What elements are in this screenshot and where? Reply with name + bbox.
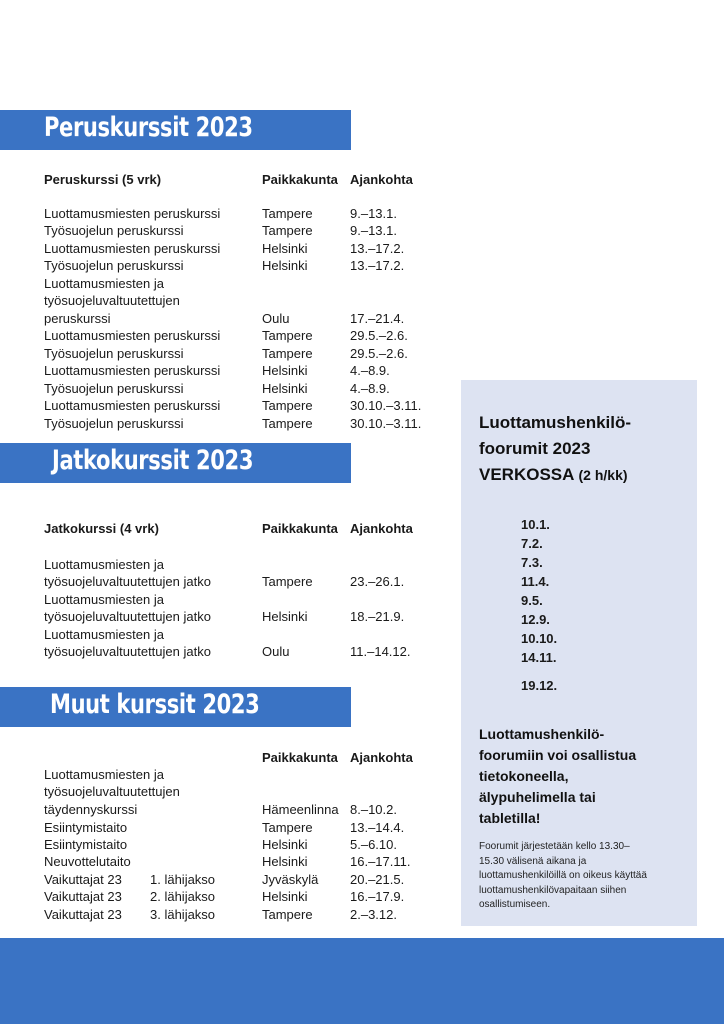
table-cell-place: Tampere — [262, 398, 313, 413]
table-cell-time: 5.–6.10. — [350, 837, 397, 852]
jatkokurssit-header-course: Jatkokurssi (4 vrk) — [44, 521, 159, 536]
table-cell-place: Hämeenlinna — [262, 802, 339, 817]
table-cell-course: Luottamusmiesten ja — [44, 276, 164, 291]
forum-note-line: luottamushenkilöillä on oikeus käyttää — [479, 870, 647, 881]
forum-info-line: tabletilla! — [479, 810, 541, 826]
table-cell-course: Luottamusmiesten ja — [44, 592, 164, 607]
table-cell-place: Tampere — [262, 346, 313, 361]
table-cell-course: Vaikuttajat 23 — [44, 907, 122, 922]
table-cell-time: 29.5.–2.6. — [350, 346, 408, 361]
peruskurssit-banner — [0, 110, 351, 150]
table-cell-course: Neuvottelutaito — [44, 854, 131, 869]
forum-title-line: VERKOSSA — [479, 465, 574, 484]
table-cell-time: 13.–17.2. — [350, 258, 405, 273]
table-cell-time: 4.–8.9. — [350, 363, 390, 378]
table-cell-course: Luottamusmiesten peruskurssi — [44, 398, 221, 413]
forum-info-line: foorumiin voi osallistua — [479, 747, 637, 763]
forum-date: 11.4. — [521, 574, 550, 589]
table-cell-course: työsuojeluvaltuutettujen — [44, 293, 180, 308]
table-cell-place: Helsinki — [262, 837, 308, 852]
table-cell-place: Tampere — [262, 223, 313, 238]
peruskurssit-header-place: Paikkakunta — [262, 172, 338, 187]
table-cell-time: 11.–14.12. — [350, 644, 411, 659]
table-cell-time: 30.10.–3.11. — [350, 416, 422, 431]
muut-header-place: Paikkakunta — [262, 750, 338, 765]
forum-date: 14.11. — [521, 650, 557, 665]
table-cell-course: Luottamusmiesten ja — [44, 767, 164, 782]
table-cell-place: Helsinki — [262, 889, 308, 904]
jatkokurssit-header-place: Paikkakunta — [262, 521, 338, 536]
table-cell-place: Oulu — [262, 311, 290, 326]
table-cell-course: työsuojeluvaltuutettujen jatko — [44, 574, 211, 589]
table-cell-place: Tampere — [262, 416, 313, 431]
table-cell-sub: 3. lähijakso — [150, 907, 216, 922]
forum-date: 7.3. — [521, 555, 543, 570]
table-cell-place: Helsinki — [262, 363, 308, 378]
table-cell-course: Luottamusmiesten peruskurssi — [44, 241, 221, 256]
table-cell-time: 20.–21.5. — [350, 872, 405, 887]
jatkokurssit-banner — [0, 443, 351, 483]
table-cell-place: Tampere — [262, 907, 313, 922]
table-cell-course: Luottamusmiesten peruskurssi — [44, 206, 221, 221]
table-cell-course: Vaikuttajat 23 — [44, 889, 122, 904]
table-cell-place: Helsinki — [262, 609, 308, 624]
table-cell-course: Luottamusmiesten ja — [44, 627, 164, 642]
table-cell-time: 23.–26.1. — [350, 574, 405, 589]
table-cell-time: 13.–14.4. — [350, 820, 405, 835]
forum-note — [479, 840, 647, 913]
forum-date: 7.2. — [521, 536, 543, 551]
forum-date: 10.1. — [521, 517, 550, 532]
table-cell-course: Työsuojelun peruskurssi — [44, 223, 184, 238]
forum-note-line: Foorumit järjestetään kello 13.30– — [479, 841, 630, 852]
table-cell-place: Tampere — [262, 206, 313, 221]
table-cell-time: 8.–10.2. — [350, 802, 397, 817]
table-cell-place: Oulu — [262, 644, 290, 659]
jatkokurssit-header-time: Ajankohta — [350, 521, 413, 536]
peruskurssit-header-course: Peruskurssi (5 vrk) — [44, 172, 162, 187]
table-cell-course: Työsuojelun peruskurssi — [44, 381, 184, 396]
table-cell-course: Esiintymistaito — [44, 820, 128, 835]
table-cell-place: Tampere — [262, 820, 313, 835]
table-cell-course: peruskurssi — [44, 311, 111, 326]
table-cell-course: Luottamusmiesten peruskurssi — [44, 363, 221, 378]
muut-title: Muut kurssit 2023 — [50, 689, 260, 720]
table-cell-time: 18.–21.9. — [350, 609, 405, 624]
jatkokurssit-title: Jatkokurssit 2023 — [52, 445, 254, 476]
table-cell-course: Luottamusmiesten peruskurssi — [44, 328, 221, 343]
table-cell-time: 17.–21.4. — [350, 311, 405, 326]
table-cell-time: 4.–8.9. — [350, 381, 390, 396]
table-cell-course: Esiintymistaito — [44, 837, 128, 852]
table-cell-sub: 1. lähijakso — [150, 872, 216, 887]
table-cell-place: Helsinki — [262, 854, 308, 869]
forum-date: 9.5. — [521, 593, 543, 608]
table-cell-place: Helsinki — [262, 241, 308, 256]
forum-info — [479, 724, 636, 829]
table-cell-time: 29.5.–2.6. — [350, 328, 408, 343]
table-cell-sub: 2. lähijakso — [150, 889, 216, 904]
table-cell-time: 13.–17.2. — [350, 241, 405, 256]
forum-date: 10.10. — [521, 631, 558, 646]
table-cell-course: Työsuojelun peruskurssi — [44, 346, 184, 361]
table-cell-place: Jyväskylä — [262, 872, 319, 887]
forum-info-line: älypuhelimella tai — [479, 789, 596, 805]
table-cell-time: 16.–17.11. — [350, 854, 411, 869]
forum-title-line: foorumit 2023 — [479, 439, 591, 458]
table-cell-time: 30.10.–3.11. — [350, 398, 422, 413]
forum-title-line: Luottamushenkilö- — [479, 413, 632, 432]
table-cell-time: 16.–17.9. — [350, 889, 405, 904]
table-cell-time: 2.–3.12. — [350, 907, 397, 922]
forum-date: 19.12. — [521, 678, 558, 693]
footer-band — [0, 938, 724, 1024]
table-cell-course: työsuojeluvaltuutettujen — [44, 784, 180, 799]
muut-header-time: Ajankohta — [350, 750, 413, 765]
table-cell-course: Työsuojelun peruskurssi — [44, 416, 184, 431]
forum-info-line: Luottamushenkilö- — [479, 726, 605, 742]
table-cell-time: 9.–13.1. — [350, 223, 397, 238]
table-cell-place: Helsinki — [262, 381, 308, 396]
forum-title-suffix: (2 h/kk) — [578, 467, 628, 483]
table-cell-place: Tampere — [262, 574, 313, 589]
table-cell-course: Työsuojelun peruskurssi — [44, 258, 184, 273]
forum-note-line: osallistumiseen. — [479, 899, 551, 910]
table-cell-place: Helsinki — [262, 258, 308, 273]
forum-date: 12.9. — [521, 612, 550, 627]
muut-banner — [0, 687, 351, 727]
peruskurssit-title: Peruskurssit 2023 — [44, 112, 253, 143]
forum-info-line: tietokoneella, — [479, 768, 569, 784]
forum-note-line: luottamushenkilövapaitaan siihen — [479, 884, 627, 896]
table-cell-course: Vaikuttajat 23 — [44, 872, 122, 887]
table-cell-course: täydennyskurssi — [44, 802, 138, 817]
peruskurssit-header-time: Ajankohta — [350, 172, 413, 187]
table-cell-time: 9.–13.1. — [350, 206, 397, 221]
table-cell-course: työsuojeluvaltuutettujen jatko — [44, 644, 211, 659]
table-cell-course: työsuojeluvaltuutettujen jatko — [44, 609, 211, 624]
forum-title — [479, 410, 631, 488]
forum-note-line: 15.30 välisenä aikana ja — [479, 855, 587, 867]
table-cell-place: Tampere — [262, 328, 313, 343]
table-cell-course: Luottamusmiesten ja — [44, 557, 164, 572]
